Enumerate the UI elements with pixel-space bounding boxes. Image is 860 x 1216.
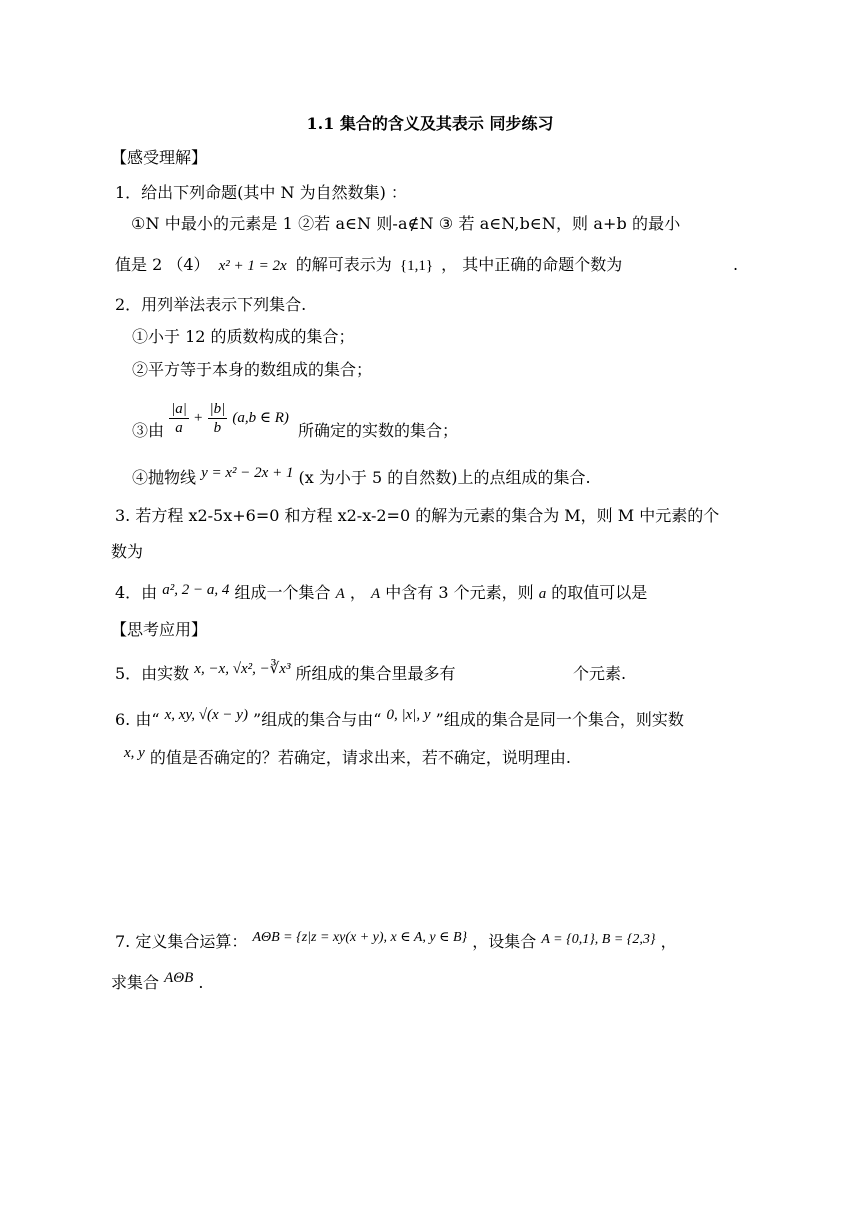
- q4-line: [115, 582, 647, 605]
- q6-set-2: 0, |x|, y: [386, 707, 431, 723]
- q6-variables: x, y: [124, 745, 145, 761]
- q6-line-1: [115, 709, 684, 732]
- q2-plus: +: [193, 410, 203, 426]
- q1-propositions: ①N 中最小的元素是 1 ②若 a∈N 则-a∉N ③ 若 a∈N,b∈N，则 a+b 的最小: [131, 214, 681, 233]
- q4-suffix: 的取值可以是: [551, 583, 648, 602]
- q4-set-a: A: [335, 586, 345, 602]
- q5-suffix: 个元素.: [573, 664, 627, 683]
- q7-prefix: 7. 定义集合运算：: [115, 932, 248, 951]
- q1-set: {1,1}: [399, 258, 434, 274]
- q4-mid-1: 组成一个集合: [234, 583, 331, 602]
- q6-set-1: x, xy, √(x − y): [164, 707, 248, 723]
- q2-item-2: ②平方等于本身的数组成的集合；: [132, 360, 373, 379]
- q2-condition: (a,b ∈ R): [232, 410, 289, 426]
- q6-mid-2: ”组成的集合是同一个集合，则实数: [435, 710, 684, 729]
- q5-mid: 所组成的集合里最多有: [295, 664, 456, 683]
- q2-fraction-a: $\frac{|a|}{a}$: [171, 400, 187, 436]
- q4-mid-3: 中含有 3 个元素，则: [385, 583, 534, 602]
- q3-line-1: 3. 若方程 x2-5x+6=0 和方程 x2-x-2=0 的解为元素的集合为 M，则 M 中元素的个: [115, 506, 720, 525]
- q7-target: AΘB: [164, 970, 194, 986]
- q2-item-4-prefix: ④抛物线: [132, 468, 197, 487]
- q1-equation: x² + 1 = 2x: [218, 258, 287, 274]
- q5-line: [115, 663, 456, 686]
- q2-item-3: [132, 394, 458, 442]
- q6-line-2-text: 的值是否确定的？若确定，请求出来，若不确定，说明理由.: [149, 748, 572, 767]
- q6-prefix: 6. 由“: [115, 710, 160, 729]
- section-heading-understanding: 【感受理解】: [111, 148, 208, 167]
- q3-line-2: 数为: [111, 542, 144, 561]
- q2-item-4-suffix: (x 为小于 5 的自然数)上的点组成的集合.: [298, 468, 591, 487]
- q1-intro: 1．给出下列命题(其中 N 为自然数集) ：: [115, 183, 407, 202]
- q4-mid-2: ，: [349, 583, 366, 602]
- q2-intro: 2．用列举法表示下列集合.: [115, 295, 307, 314]
- q1-line3: [115, 254, 622, 277]
- q6-mid-1: ”组成的集合与由“: [253, 710, 382, 729]
- q7-definition: AΘB = {z|z = xy(x + y), x ∈ A, y ∈ B}: [252, 930, 468, 945]
- q4-prefix: 4．由: [115, 583, 158, 602]
- q2-item-3-prefix: ③由: [132, 421, 165, 440]
- q2-item-1: ①小于 12 的质数构成的集合；: [132, 327, 355, 346]
- q1-line3-b: 的解可表示为: [295, 255, 392, 274]
- q1-line3-a: 值是 2 （4）: [115, 255, 210, 274]
- q2-item-3-suffix: 所确定的实数的集合；: [297, 421, 458, 440]
- q1-line3-c: ， 其中正确的命题个数为: [441, 255, 623, 274]
- q5-elements: x, −x, √x², −∛x³: [194, 661, 291, 677]
- q4-elements: a², 2 − a, 4: [162, 582, 230, 598]
- q7-mid: ，设集合: [472, 932, 537, 951]
- q7-end: ，: [660, 932, 677, 951]
- q4-set-a-2: A: [370, 586, 381, 602]
- q7-line-2-end: .: [198, 973, 204, 992]
- q6-line-2: [124, 747, 571, 770]
- q2-fraction-b: $\frac{|b|}{b}$: [209, 400, 226, 436]
- page-title: 1.1 集合的含义及其表示 同步练习: [306, 114, 554, 133]
- q2-parabola: y = x² − 2x + 1: [201, 465, 294, 481]
- q7-line-2-prefix: 求集合: [111, 973, 160, 992]
- q7-line-2: [111, 972, 203, 995]
- q4-variable-a: a: [538, 586, 547, 602]
- q1-answer-blank-end: .: [733, 255, 739, 274]
- q2-item-4: [132, 467, 591, 490]
- section-heading-application: 【思考应用】: [111, 620, 208, 639]
- q7-line-1: [115, 931, 677, 955]
- q7-sets: A = {0,1}, B = {2,3}: [541, 932, 656, 947]
- q5-prefix: 5．由实数: [115, 664, 190, 683]
